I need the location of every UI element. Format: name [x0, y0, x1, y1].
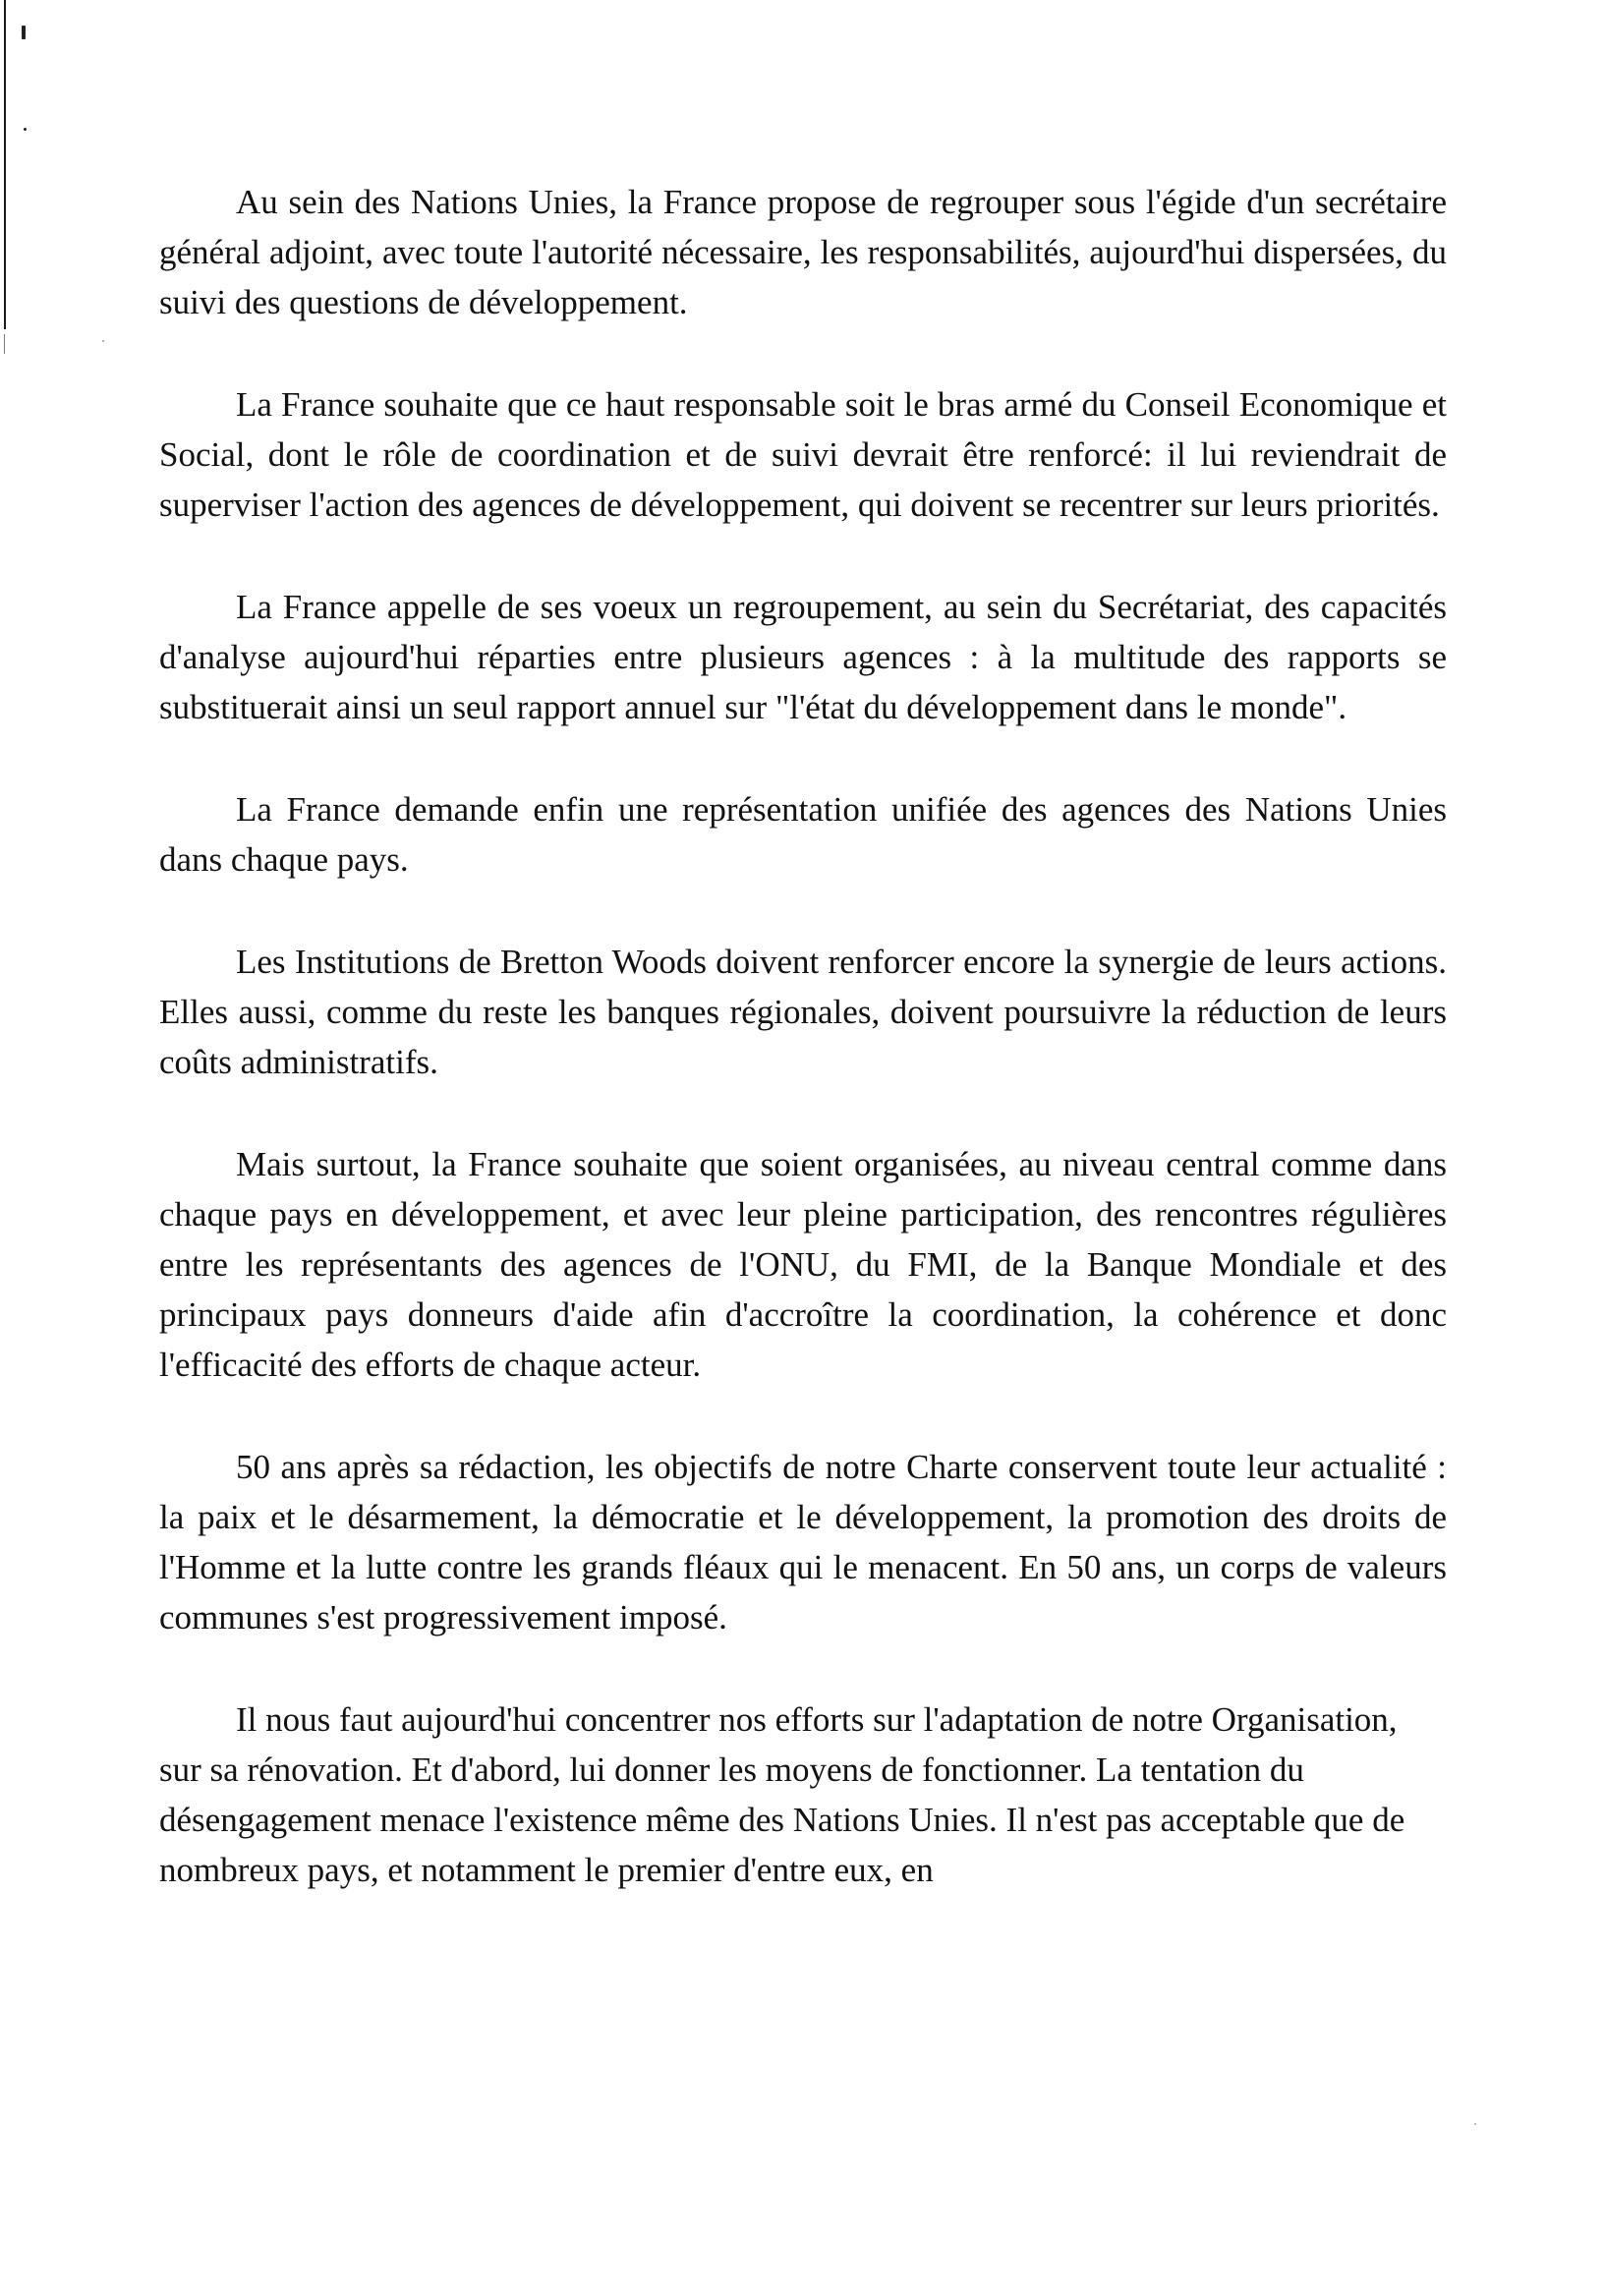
paragraph-rencontres: Mais surtout, la France souhaite que soient organisées, au niveau central comme dans chaque pays en développement, et avec leur pleine participation, des rencontres régulières entre les représentants des agences de l'ONU, du FMI, de la Banque Mondiale et des principaux pays donneurs d'aide afin d'accroître la coordination, la cohérence et donc l'efficacité des efforts de chaque acteur.: [159, 1145, 1447, 1384]
scan-edge-line: [4, 0, 6, 329]
paragraph-secretaire-general: Au sein des Nations Unies, la France propose de regrouper sous l'égide d'un secrétaire général adjoint, avec toute l'autorité nécessaire, les responsabilités, aujourd'hui dispersées, du suivi des questions de développement.: [159, 183, 1447, 321]
paragraph-conseil-economique: La France souhaite que ce haut responsable soit le bras armé du Conseil Economique et Social, dont le rôle de coordination et de suivi devrait être renforcé: il lui reviendrait de superviser l'action des agences de développement, qui doivent se recentrer sur leurs priorités.: [159, 385, 1447, 524]
scan-dot: [1474, 2123, 1476, 2125]
document-body: [159, 177, 1447, 1947]
paragraph-organisation: Il nous faut aujourd'hui concentrer nos efforts sur l'adaptation de notre Organisation, sur sa rénovation. Et d'abord, lui donner les moyens de fonctionner. La tentation du désengagement menace l'existence même des Nations Unies. Il n'est pas acceptable que de nombreux pays, et notamment le premier d'entre eux, en: [159, 1700, 1405, 1889]
scan-mark: [22, 26, 26, 39]
paragraph-representation-unifiee: La France demande enfin une représentation unifiée des agences des Nations Unies dans chaque pays.: [159, 790, 1447, 879]
scan-dot: [24, 128, 27, 131]
paragraph-bretton-woods: Les Institutions de Bretton Woods doivent renforcer encore la synergie de leurs actions. Elles aussi, comme du reste les banques régionales, doivent poursuivre la réduction de leurs coûts administratifs.: [159, 943, 1447, 1081]
paragraph-secretariat: La France appelle de ses voeux un regroupement, au sein du Secrétariat, des capacités d'analyse aujourd'hui réparties entre plusieurs agences : à la multitude des rapports se substituerait ainsi un seul rapport annuel sur "l'état du développement dans le monde".: [159, 588, 1447, 726]
paragraph-charte: 50 ans après sa rédaction, les objectifs de notre Charte conservent toute leur actualité : la paix et le désarmement, la démocratie et le développement, la promotion des droits de l'Homme et la lutte contre les grands fléaux qui le menacent. En 50 ans, un corps de valeurs communes s'est progressivement imposé.: [159, 1448, 1447, 1636]
scan-dot: [102, 340, 104, 342]
scan-edge-line-fragment: [4, 334, 5, 354]
